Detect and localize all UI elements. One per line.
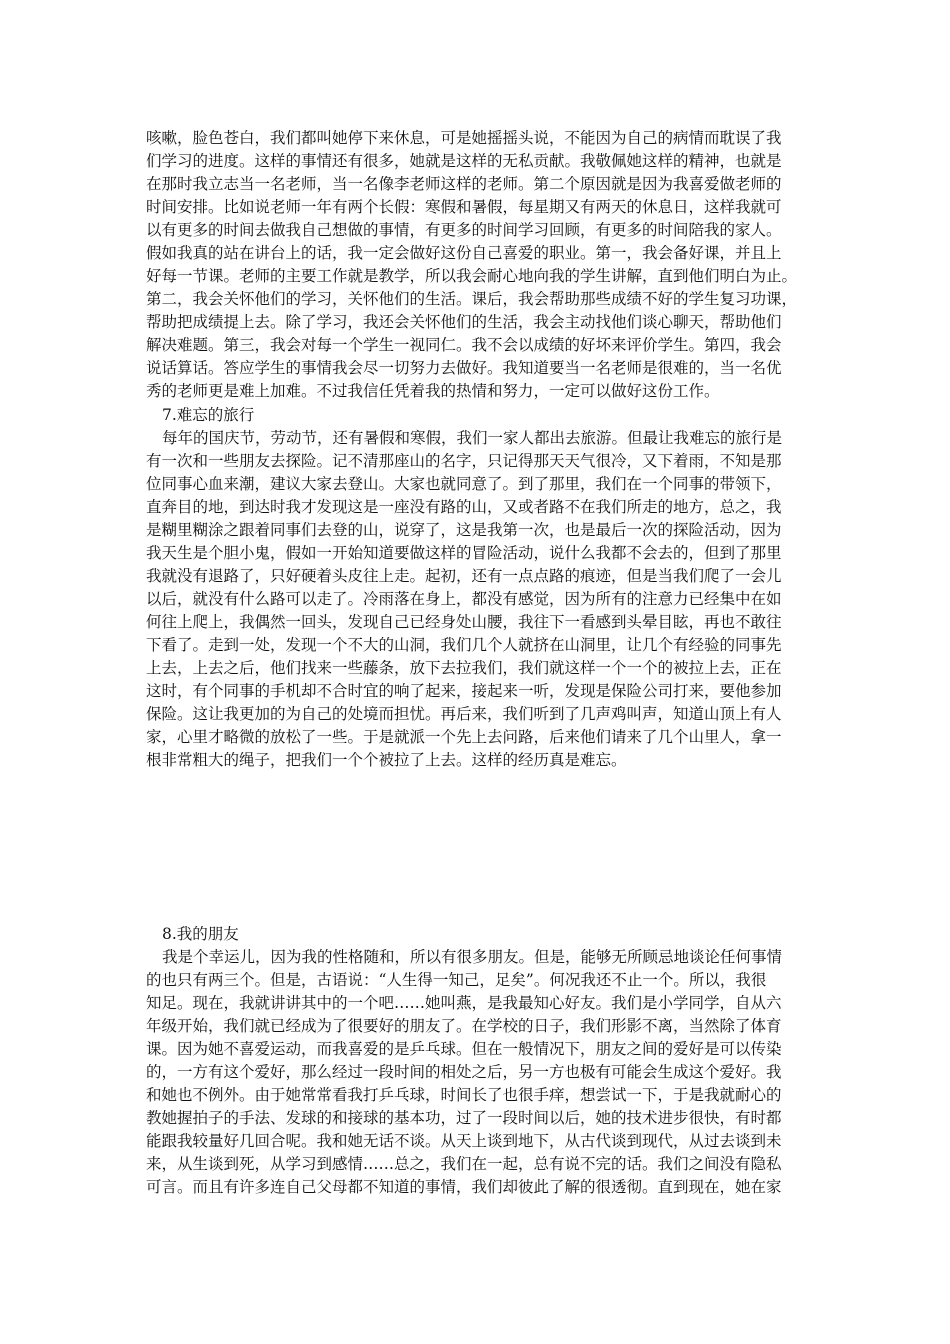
paragraph-line: 家，心里才略微的放松了一些。于是就派一个先上去问路，后来他们请来了几个山里人，拿一 <box>146 728 782 746</box>
paragraph-line: 时间安排。比如说老师一年有两个长假：寒假和暑假，每星期又有两天的休息日，这样我就可 <box>146 198 782 216</box>
paragraph-line: 可言。而且有许多连自己父母都不知道的事情，我们却彼此了解的很透彻。直到现在，她在家 <box>146 1178 782 1196</box>
paragraph-line: 有一次和一些朋友去探险。记不清那座山的名字，只记得那天天气很冷，又下着雨，不知是那 <box>146 452 782 470</box>
paragraph-line: 下看了。走到一处，发现一个不大的山洞，我们几个人就挤在山洞里，让几个有经验的同事先 <box>146 636 782 654</box>
paragraph-line: 根非常粗大的绳子，把我们一个个被拉了上去。这样的经历真是难忘。 <box>146 751 627 769</box>
paragraph-line: 我是个幸运儿，因为我的性格随和，所以有很多朋友。但是，能够无所顾忌地谈论任何事情 <box>162 948 783 966</box>
paragraph-line: 能跟我较量好几回合呢。我和她无话不谈。从天上谈到地下，从古代谈到现代，从过去谈到未 <box>146 1132 782 1150</box>
section-8-heading: 8.我的朋友 <box>162 925 239 943</box>
paragraph-line: 来，从生谈到死，从学习到感情……总之，我们在一起，总有说不完的话。我们之间没有隐私 <box>146 1155 782 1173</box>
paragraph-line: 保险。这让我更加的为自己的处境而担忧。再后来，我们听到了几声鸡叫声，知道山顶上有人 <box>146 705 782 723</box>
paragraph-line: 秀的老师更是难上加难。不过我信任凭着我的热情和努力，一定可以做好这份工作。 <box>146 382 720 400</box>
paragraph-line: 何往上爬上，我偶然一回头，发现自己已经身处山腰，我往下一看感到头晕目眩，再也不敢往 <box>146 613 782 631</box>
paragraph-line: 以有更多的时间去做我自己想做的事情，有更多的时间学习回顾，有更多的时间陪我的家人。 <box>146 221 782 239</box>
paragraph-line: 年级开始，我们就已经成为了很要好的朋友了。在学校的日子，我们形影不离，当然除了体育 <box>146 1017 782 1035</box>
paragraph-line: 教她握拍子的手法、发球的和接球的基本功，过了一段时间以后，她的技术进步很快，有时都 <box>146 1109 782 1127</box>
paragraph-line: 我就没有退路了，只好硬着头皮往上走。起初，还有一点点路的痕迹，但是当我们爬了一会儿 <box>146 567 782 585</box>
paragraph-line: 在那时我立志当一名老师，当一名像李老师这样的老师。第二个原因就是因为我喜爱做老师的 <box>146 175 782 193</box>
paragraph-line: 和她也不例外。由于她常常看我打乒乓球，时间长了也很手痒，想尝试一下，于是我就耐心的 <box>146 1086 782 1104</box>
paragraph-line: 我天生是个胆小鬼，假如一开始知道要做这样的冒险活动，说什么我都不会去的，但到了那里 <box>146 544 782 562</box>
paragraph-line: 第二，我会关怀他们的学习，关怀他们的生活。课后，我会帮助那些成绩不好的学生复习功课， <box>146 290 798 308</box>
paragraph-line: 解决难题。第三，我会对每一个学生一视同仁。我不会以成绩的好坏来评价学生。第四，我会 <box>146 336 782 354</box>
section-7-heading: 7.难忘的旅行 <box>162 406 255 424</box>
paragraph-line: 帮助把成绩提上去。除了学习，我还会关怀他们的生活，我会主动找他们谈心聊天，帮助他们 <box>146 313 782 331</box>
paragraph-line: 每年的国庆节，劳动节，还有暑假和寒假，我们一家人都出去旅游。但最让我难忘的旅行是 <box>162 429 783 447</box>
paragraph-line: 说话算话。答应学生的事情我会尽一切努力去做好。我知道要当一名老师是很难的，当一名优 <box>146 359 782 377</box>
paragraph-line: 们学习的进度。这样的事情还有很多，她就是这样的无私贡献。我敬佩她这样的精神，也就是 <box>146 152 782 170</box>
paragraph-line: 知足。现在，我就讲讲其中的一个吧……她叫燕，是我最知心好友。我们是小学同学，自从六 <box>146 994 782 1012</box>
paragraph-line: 的，一方有这个爱好，那么经过一段时间的相处之后，另一方也极有可能会生成这个爱好。我 <box>146 1063 782 1081</box>
paragraph-line: 课。因为她不喜爱运动，而我喜爱的是乒乓球。但在一般情况下，朋友之间的爱好是可以传染 <box>146 1040 782 1058</box>
paragraph-line: 直奔目的地，到达时我才发现这是一座没有路的山，又或者路不在我们所走的地方，总之，我 <box>146 498 782 516</box>
paragraph-line: 假如我真的站在讲台上的话，我一定会做好这份自己喜爱的职业。第一，我会备好课，并且上 <box>146 244 782 262</box>
paragraph-line: 上去，上去之后，他们找来一些藤条，放下去拉我们，我们就这样一个一个的被拉上去，正在 <box>146 659 782 677</box>
paragraph-line: 的也只有两三个。但是，古语说：“人生得一知己，足矣”。何况我还不止一个。所以，我很 <box>146 971 767 989</box>
paragraph-line: 位同事心血来潮，建议大家去登山。大家也就同意了。到了那里，我们在一个同事的带领下， <box>146 475 782 493</box>
paragraph-line: 这时，有个同事的手机却不合时宜的响了起来，接起来一听，发现是保险公司打来，要他参加 <box>146 682 782 700</box>
paragraph-line: 咳嗽，脸色苍白，我们都叫她停下来休息，可是她摇摇头说，不能因为自己的病情而耽误了我 <box>146 129 782 147</box>
paragraph-line: 好每一节课。老师的主要工作就是教学，所以我会耐心地向我的学生讲解，直到他们明白为止。 <box>146 267 798 285</box>
paragraph-line: 以后，就没有什么路可以走了。冷雨落在身上，都没有感觉，因为所有的注意力已经集中在如 <box>146 590 782 608</box>
paragraph-line: 是糊里糊涂之跟着同事们去登的山，说穿了，这是我第一次，也是最后一次的探险活动，因为 <box>146 521 782 539</box>
